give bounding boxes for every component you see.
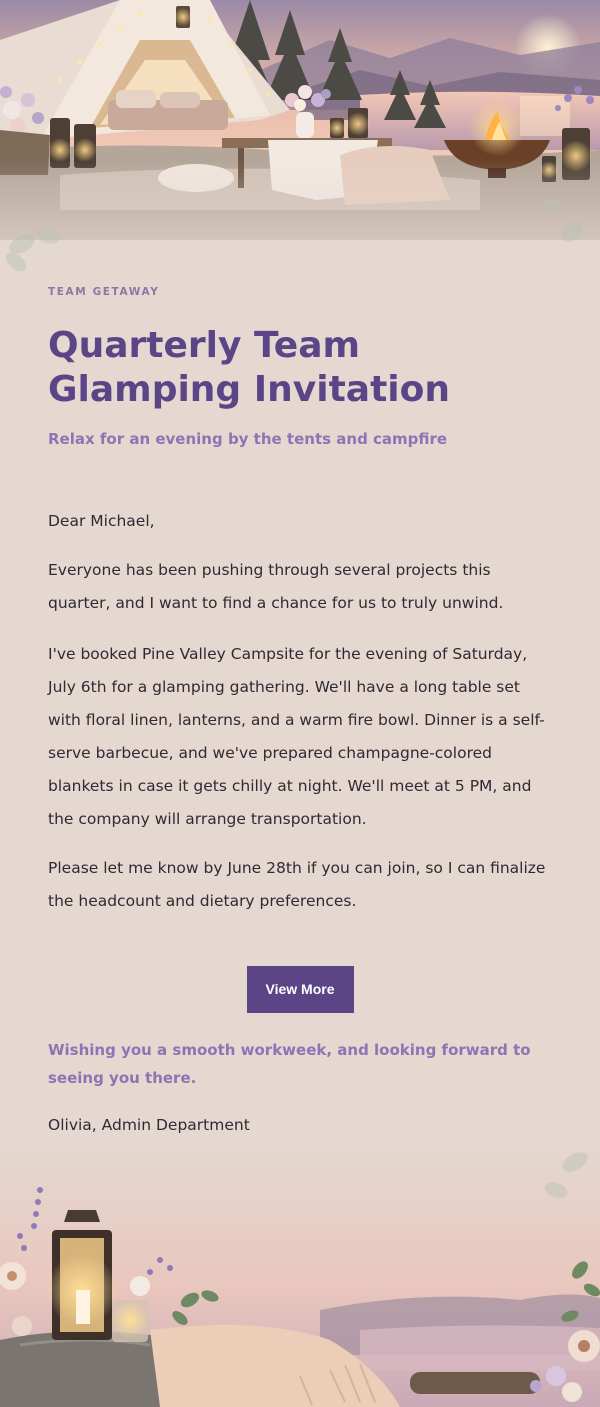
email-subtitle: Relax for an evening by the tents and campfire <box>48 430 448 448</box>
email-title: Quarterly Team Glamping Invitation <box>48 325 450 410</box>
view-more-button[interactable]: View More <box>247 966 354 1013</box>
cta-container <box>48 966 552 1013</box>
body-paragraph-3: Please let me know by June 28th if you can join, so I can finalize the headcount and dietary preferences. <box>48 859 546 910</box>
signature: Olivia, Admin Department <box>48 1116 250 1134</box>
eyebrow-label: TEAM GETAWAY <box>48 286 160 298</box>
body-paragraph-2: I've booked Pine Valley Campsite for the evening of Saturday, July 6th for a glamping gathering. We'll have a long table set with floral linen, lanterns, and a warm fire bowl. Dinner is a self-serve barbecue, and we've prepared champagne-colored blankets in case it gets chilly at night. We'll meet at 5 PM, and the company will arrange transportation. <box>48 645 545 828</box>
greeting: Dear Michael, <box>48 512 155 530</box>
footer-illustration <box>0 1140 600 1407</box>
closing-message: Wishing you a smooth workweek, and looking forward to seeing you there. <box>48 1041 531 1087</box>
hero-illustration <box>0 0 600 290</box>
body-paragraph-1: Everyone has been pushing through several projects this quarter, and I want to find a chance for us to truly unwind. <box>48 561 504 612</box>
